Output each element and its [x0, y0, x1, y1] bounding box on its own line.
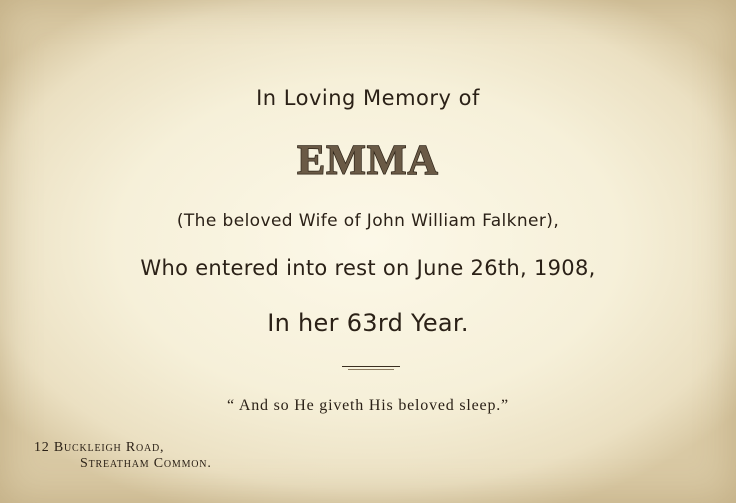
address-line-2: Streatham Common.: [80, 456, 212, 471]
address-line-1: 12 Buckleigh Road,: [34, 440, 165, 455]
spouse-line: (The beloved Wife of John William Falkner),: [176, 211, 560, 231]
scripture-quote: “ And so He giveth His beloved sleep.”: [227, 397, 509, 414]
deceased-name: EMMA: [297, 138, 439, 184]
passing-date-line: Who entered into rest on June 26th, 1908,: [140, 256, 596, 280]
memorial-intro: In Loving Memory of: [256, 86, 480, 110]
ornamental-divider: [342, 366, 400, 367]
age-line: In her 63rd Year.: [267, 309, 469, 337]
